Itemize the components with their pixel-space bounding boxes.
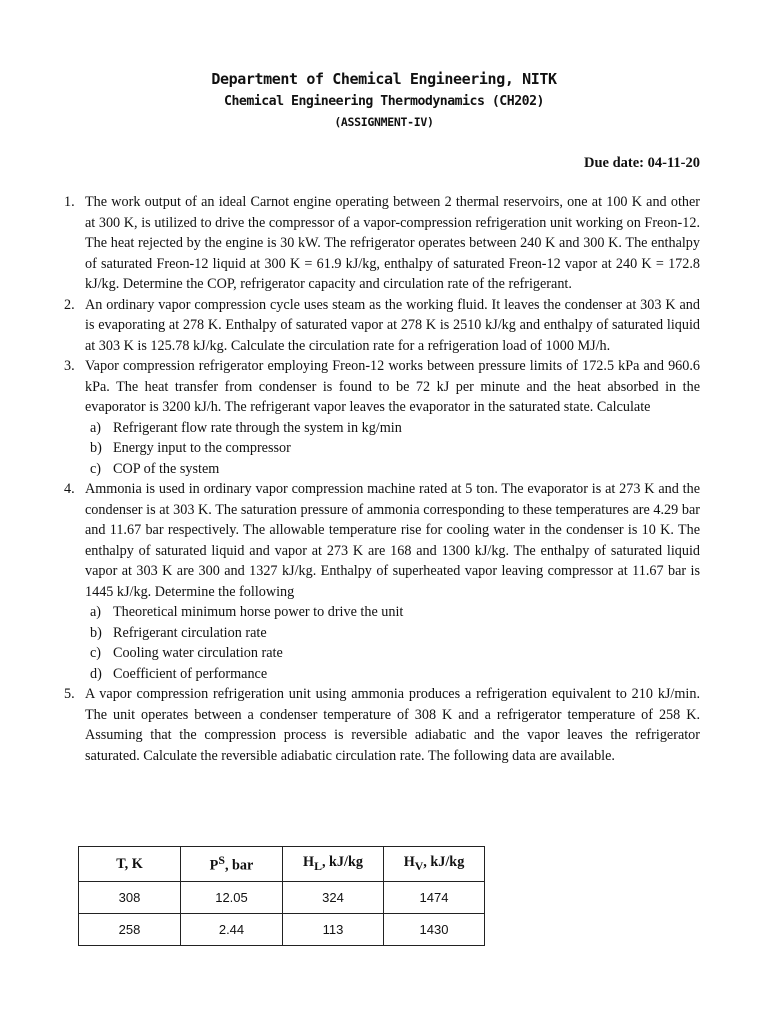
table-cell: 113 <box>283 914 384 946</box>
question-3 <box>64 356 700 479</box>
question-text: Vapor compression refrigerator employing Freon-12 works between pressure limits of 172.5 kPa and 960.6 kPa. The heat transfer from condenser is found to be 72 kJ per minute and the heat absorbed in the evaporator is 3200 kJ/h. The refrigerant vapor leaves the evaporator in the saturated state. Calculate <box>85 358 700 415</box>
sub-question-label: b) <box>90 624 102 641</box>
header-pressure: $P^S$, bar <box>181 847 283 882</box>
sub-question <box>85 643 700 664</box>
sub-question-text: Energy input to the compressor <box>113 440 291 456</box>
table-cell: 12.05 <box>181 882 283 914</box>
header-temperature: T, K <box>79 847 181 882</box>
question-1 <box>64 192 700 295</box>
assignment-title: (ASSIGNMENT-IV) <box>334 115 434 129</box>
sub-question-text: Refrigerant flow rate through the system in kg/min <box>113 419 402 436</box>
sub-question <box>85 418 700 439</box>
sub-question-text: COP of the system <box>113 460 220 477</box>
sub-question <box>85 623 700 644</box>
department-title: Department of Chemical Engineering, NITK <box>211 70 557 88</box>
table-cell: 1430 <box>384 914 485 946</box>
question-text: The work output of an ideal Carnot engine operating between 2 thermal reservoirs, one at 100 K and other at 300 K, is utilized to drive the compressor of a vapor-compression refrigeration unit working on Freon-12. The heat rejected by the engine is 30 kW. The refrigerator operates between 240 K and 300 K. The enthalpy of saturated Freon-12 liquid at 300 K = 61.9 kJ/kg, enthalpy of saturated Freon-12 vapor at 240 K = 172.8 kJ/kg. Determine the COP, refrigerator capacity and circulation rate of the refrigerant. <box>85 194 700 292</box>
due-date: Due date: 04-11-20 <box>584 155 700 171</box>
question-text: An ordinary vapor compression cycle uses steam as the working fluid. It leaves the condenser at 303 K and is evaporating at 278 K. Enthalpy of saturated vapor at 278 K is 2510 kJ/kg and enthalpy of saturated liquid at 303 K is 125.78 kJ/kg. Calculate the circulation rate for a refrigeration load of 1000 MJ/h. <box>85 296 700 354</box>
sub-question <box>85 459 700 480</box>
ammonia-data-table <box>78 846 485 946</box>
sub-question-label: a) <box>90 419 102 436</box>
sub-question-text: Coefficient of performance <box>113 665 268 682</box>
table-cell: 2.44 <box>181 914 283 946</box>
sub-question-label: a) <box>90 604 102 620</box>
question-5 <box>64 684 700 766</box>
sub-question-label: b) <box>90 440 102 456</box>
question-2 <box>64 295 700 357</box>
sub-question-text: Cooling water circulation rate <box>113 645 283 661</box>
sub-question-list <box>85 418 700 480</box>
question-number: 1. <box>64 194 75 210</box>
question-number: 5. <box>64 686 75 702</box>
question-number: 3. <box>64 358 75 374</box>
question-list <box>64 192 700 766</box>
sub-question <box>85 602 700 623</box>
question-text: Ammonia is used in ordinary vapor compression machine rated at 5 ton. The evaporator is at 273 K and the condenser is at 303 K. The saturation pressure of ammonia corresponding to these temperatures are 4.29 bar and 11.67 bar respectively. The allowable temperature rise for cooling water in the condenser is 10 K. The enthalpy of saturated liquid and vapor at 273 K are 168 and 1300 kJ/kg. The enthalpy of saturated liquid vapor at 303 K are 300 and 1327 kJ/kg. Enthalpy of superheated vapor leaving compressor at 11.67 bar is 1445 kJ/kg. Determine the following <box>85 481 700 600</box>
table-cell: 308 <box>79 882 181 914</box>
sub-question-label: c) <box>90 645 102 661</box>
sub-question-text: Theoretical minimum horse power to drive the unit <box>113 604 404 620</box>
sub-question-list <box>85 602 700 684</box>
question-number: 2. <box>64 296 75 313</box>
question-4 <box>64 479 700 684</box>
header-liquid-enthalpy: $H_L$, kJ/kg <box>283 847 384 882</box>
table-cell: 324 <box>283 882 384 914</box>
sub-question <box>85 438 700 459</box>
sub-question-text: Refrigerant circulation rate <box>113 624 267 641</box>
table-header-row <box>79 847 485 882</box>
question-text: A vapor compression refrigeration unit using ammonia produces a refrigeration equivalent to 210 kJ/min. The unit operates between a condenser temperature of 308 K and a refrigerator temperature of 258 K. Assuming that the compression process is reversible adiabatic and the vapor leaves the refrigerator saturated. Calculate the reversible adiabatic circulation rate. The following data are available. <box>85 686 700 764</box>
course-title: Chemical Engineering Thermodynamics (CH202) <box>224 94 544 109</box>
sub-question-label: d) <box>90 665 102 682</box>
header-vapor-enthalpy: $H_V$, kJ/kg <box>384 847 485 882</box>
table-row <box>79 882 485 914</box>
question-number: 4. <box>64 481 75 497</box>
sub-question <box>85 664 700 685</box>
table-cell: 258 <box>79 914 181 946</box>
sub-question-label: c) <box>90 460 102 477</box>
table-row <box>79 914 485 946</box>
table-cell: 1474 <box>384 882 485 914</box>
